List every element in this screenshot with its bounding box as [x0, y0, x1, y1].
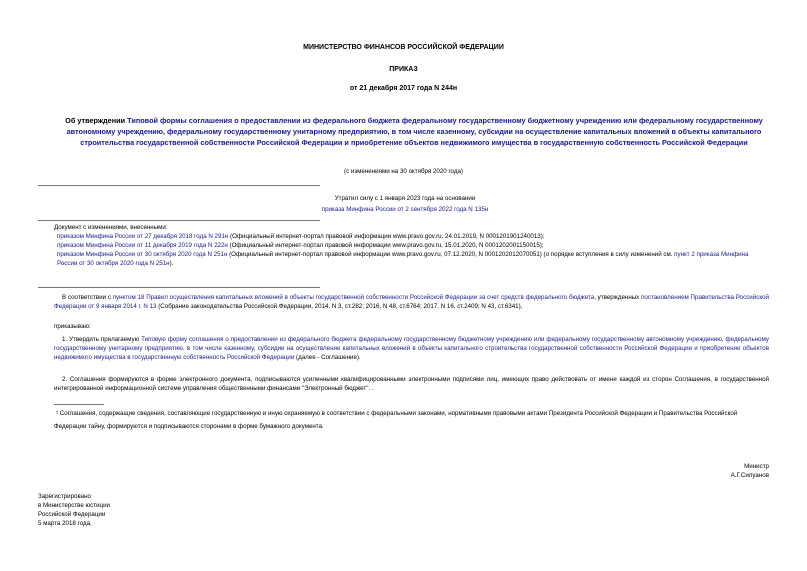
list-item: приказом Минфина России от 27 декабря 2018 года N 291н (Официальный интернет-портал правовой информации www.pravo.gov.ru, 24.01.2019, N 0001201901240013); — [57, 233, 545, 240]
footnote-mark: ¹ — [56, 410, 59, 417]
changes-heading: Документ с изменениями, внесенными: — [54, 224, 168, 231]
divider — [38, 185, 320, 186]
change-link-1[interactable]: приказом Минфина России от 27 декабря 2018 года N 291н — [57, 233, 229, 240]
changes-block — [54, 223, 769, 268]
expired-link[interactable]: приказа Минфина России от 2 сентября 2022 года N 135н — [321, 206, 489, 213]
resolution-link[interactable]: постановлением Правительства Российской Федерации от 9 января 2014 г. N 13 — [54, 294, 769, 310]
rules-link[interactable]: пунктом 18 Правил осуществления капитальных вложений в объекты государственной собственности Российской Федерации за счет средств федерального бюджета — [112, 294, 595, 301]
point-1: 1. Утвердить прилагаемую Типовую форму соглашения о предоставлении из федерального бюджета федеральному государственному бюджетному учреждению или федеральному государственному автономному учреждению, федеральному государственному унитарному предприятию, в том числе казенному, субсидии на осуществление капитальных вложений в объекты капитального строительства государственной собственности Российской Федерации и приобретение объектов недвижимого имущества в государственную собственность Российской Федерации (далее - Соглашение). — [54, 336, 769, 361]
change-link-3[interactable]: приказом Минфина России от 30 октября 2020 года N 251н — [57, 251, 228, 258]
divider — [38, 220, 320, 221]
registration-block: Зарегистрировано в Министерстве юстиции Российской Федерации 5 марта 2018 года, — [38, 493, 111, 527]
form-link[interactable]: Типовую форму соглашения о предоставлении из федерального бюджета федеральному государственному бюджетному учреждению или федеральному государственному автономному учреждению, федеральному государственному унитарному предприятию, в том числе казенному, субсидии на осуществление капитальных вложений в объекты капитального строительства государственной собственности Российской Федерации и приобретение объектов недвижимого имущества в государственную собственность Российской Федерации — [54, 336, 769, 361]
preamble: В соответствии с пунктом 18 Правил осуществления капитальных вложений в объекты государственной собственности Российской Федерации за счет средств федерального бюджета, утвержденных постановлением Правительства Российской Федерации от 9 января 2014 г. N 13 (Собрание законодательства Российской Федерации, 2014, N 3, ст.282; 2016, N 48, ст.6764; 2017, N 16, ст.2409; N 43, ст.6341), — [54, 294, 769, 310]
signature-name: А.Г.Силуанов — [730, 472, 769, 479]
point-2: 2. Соглашения формируются в форме электронного документа, подписываются усиленными квалифицированными электронными подписями лиц, имеющих право действовать от имени каждой из сторон Соглашения, в государственной интегрированной информационной системе управления общественными финансами "Электронный бюджет". . — [54, 376, 769, 392]
footnote: ¹ Соглашения, содержащие сведения, составляющие государственную и иную охраняемую в соответствии с федеральными законами, нормативными правовыми актами Президента Российской Федерации и Правительства Российской Федерации тайну, формируются и подписываются сторонами в форме бумажного документа. — [54, 410, 738, 430]
amendments-note: (с изменениями на 30 октября 2020 года) — [344, 168, 463, 175]
title-link[interactable]: Типовой формы соглашения о предоставлении из федерального бюджета федеральному государственному бюджетному учреждению или федеральному государственному автономному учреждению, федеральному государственному унитарному предприятию, в том числе казенному, субсидии на осуществление капитальных вложений в объекты капитального строительства государственной собственности Российской Федерации и приобретение объектов недвижимого имущества в государственную собственность Российской Федерации — [66, 116, 763, 147]
change-link-2[interactable]: приказом Минфина России от 11 декабря 2019 года N 222н — [57, 242, 228, 249]
expired-line: Утратил силу с 1 января 2023 года на основании — [334, 195, 476, 202]
expired-notice — [240, 194, 570, 214]
order-word: приказываю: — [54, 323, 91, 330]
signature-block — [731, 462, 769, 480]
document-title — [58, 115, 770, 148]
signature-position: Министр — [744, 463, 769, 470]
divider — [38, 287, 320, 288]
title-prefix: Об утверждении — [65, 116, 128, 125]
doc-type: ПРИКАЗ — [389, 66, 418, 73]
ministry-title: МИНИСТЕРСТВО ФИНАНСОВ РОССИЙСКОЙ ФЕДЕРАЦИИ — [303, 44, 504, 51]
list-item: приказом Минфина России от 30 октября 2020 года N 251н (Официальный интернет-портал правовой информации www.pravo.gov.ru, 07.12.2020, N 0001202012070051) (о порядке вступления в силу изменений см. пункт 2 приказа Минфина России от 30 октября 2020 года N 251н). — [57, 251, 749, 267]
footnote-divider — [54, 404, 104, 405]
list-item: приказом Минфина России от 11 декабря 2019 года N 222н (Официальный интернет-портал правовой информации www.pravo.gov.ru, 15.01.2020, N 0001202001150015); — [57, 242, 544, 249]
change-link-3b[interactable]: пункт 2 приказа Минфина России от 30 октября 2020 года N 251н — [57, 251, 749, 267]
doc-date-number: от 21 декабря 2017 года N 244н — [349, 85, 458, 92]
